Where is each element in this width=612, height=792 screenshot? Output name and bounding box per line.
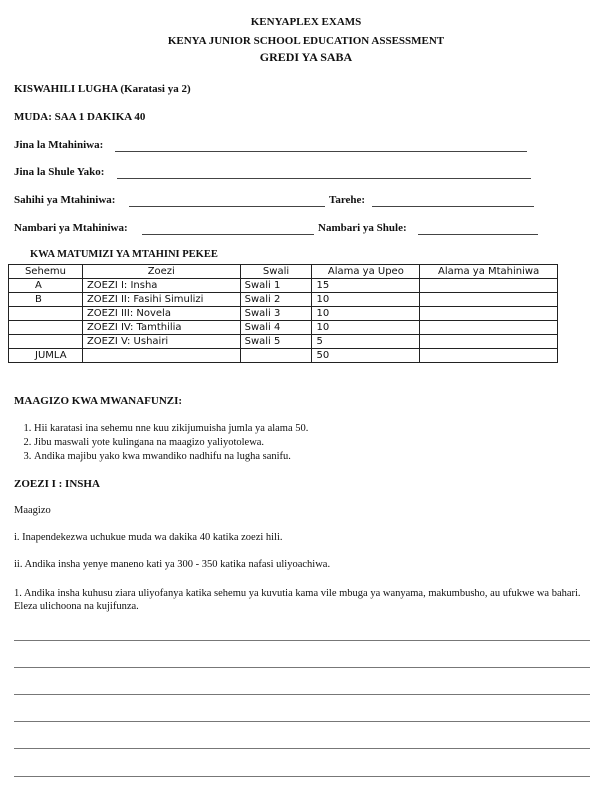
score-input-cell[interactable] bbox=[420, 307, 558, 321]
grade-title: GREDI YA SABA bbox=[259, 50, 353, 64]
section-heading: ZOEZI I : INSHA bbox=[14, 478, 100, 490]
examiner-table-caption: KWA MATUMIZI YA MTAHINI PEKEE bbox=[30, 249, 218, 260]
table-row bbox=[9, 321, 558, 335]
table-row bbox=[9, 307, 558, 321]
section-note-1: i. Inapendekezwa uchukue muda wa dakika 40 katika zoezi hili. bbox=[14, 532, 283, 543]
answer-line[interactable] bbox=[14, 667, 590, 668]
total-label-cell: JUMLA bbox=[9, 349, 83, 363]
exam-body-title: KENYAPLEX EXAMS bbox=[250, 16, 362, 28]
subject-title: KISWAHILI LUGHA (Karatasi ya 2) bbox=[14, 83, 191, 95]
candidate-number-label: Nambari ya Mtahiniwa: bbox=[14, 222, 128, 234]
table-cell: ZOEZI IV: Tamthilia bbox=[82, 321, 240, 335]
instructions-heading: MAAGIZO KWA MWANAFUNZI: bbox=[14, 395, 183, 407]
table-cell: Swali 2 bbox=[240, 293, 312, 307]
answer-line[interactable] bbox=[14, 694, 590, 695]
instruction-item: 1. Hii karatasi ina sehemu nne kuu zikijumuisha jumla ya alama 50. bbox=[34, 422, 594, 436]
total-max-cell: 50 bbox=[312, 349, 420, 363]
table-cell: 5 bbox=[312, 335, 420, 349]
table-cell bbox=[9, 321, 83, 335]
instruction-item: 3. Andika majibu yako kwa mwandiko nadhifu na lugha sanifu. bbox=[34, 450, 594, 464]
table-header-row bbox=[9, 265, 558, 279]
section-note-2: ii. Andika insha yenye maneno kati ya 300 - 350 katika nafasi uliyoachiwa. bbox=[14, 559, 331, 570]
table-cell: A bbox=[9, 279, 83, 293]
col-header-sehemu: Sehemu bbox=[9, 265, 83, 279]
table-cell: 10 bbox=[312, 307, 420, 321]
total-score-cell[interactable] bbox=[420, 349, 558, 363]
signature-field[interactable] bbox=[129, 206, 325, 207]
col-header-alama-mtahiniwa: Alama ya Mtahiniwa bbox=[420, 265, 558, 279]
candidate-name-field[interactable] bbox=[115, 151, 527, 152]
school-number-label: Nambari ya Shule: bbox=[318, 222, 407, 234]
table-cell bbox=[9, 335, 83, 349]
signature-label: Sahihi ya Mtahiniwa: bbox=[14, 194, 116, 206]
table-cell: ZOEZI V: Ushairi bbox=[82, 335, 240, 349]
answer-line[interactable] bbox=[14, 748, 590, 749]
answer-line[interactable] bbox=[14, 721, 590, 722]
col-header-alama-upeo: Alama ya Upeo bbox=[312, 265, 420, 279]
table-cell: B bbox=[9, 293, 83, 307]
table-cell: 15 bbox=[312, 279, 420, 293]
school-name-label: Jina la Shule Yako: bbox=[14, 166, 105, 178]
date-field[interactable] bbox=[372, 206, 534, 207]
school-name-field[interactable] bbox=[117, 178, 531, 179]
table-cell: ZOEZI II: Fasihi Simulizi bbox=[82, 293, 240, 307]
essay-question: 1. Andika insha kuhusu ziara uliyofanya katika sehemu ya kuvutia kama vile mbuga ya wanyama, makumbusho, au ufukwe wa bahari. Eleza ulichoona na kujifunza. bbox=[14, 588, 581, 612]
table-cell: Swali 4 bbox=[240, 321, 312, 335]
table-row bbox=[9, 279, 558, 293]
table-cell: Swali 5 bbox=[240, 335, 312, 349]
table-cell: ZOEZI I: Insha bbox=[82, 279, 240, 293]
table-cell bbox=[82, 349, 240, 363]
instructions-list bbox=[14, 422, 594, 464]
col-header-swali: Swali bbox=[240, 265, 312, 279]
score-input-cell[interactable] bbox=[420, 279, 558, 293]
candidate-name-label: Jina la Mtahiniwa: bbox=[14, 139, 104, 151]
table-row bbox=[9, 293, 558, 307]
table-cell bbox=[9, 307, 83, 321]
school-number-field[interactable] bbox=[418, 234, 538, 235]
table-cell: 10 bbox=[312, 293, 420, 307]
date-label: Tarehe: bbox=[329, 194, 366, 206]
instruction-item: 2. Jibu maswali yote kulingana na maagizo yaliyotolewa. bbox=[34, 436, 594, 450]
answer-line[interactable] bbox=[14, 640, 590, 641]
table-total-row bbox=[9, 349, 558, 363]
score-input-cell[interactable] bbox=[420, 321, 558, 335]
table-cell: Swali 3 bbox=[240, 307, 312, 321]
candidate-number-field[interactable] bbox=[142, 234, 314, 235]
section-subheading: Maagizo bbox=[14, 505, 51, 516]
table-cell: Swali 1 bbox=[240, 279, 312, 293]
assessment-title: KENYA JUNIOR SCHOOL EDUCATION ASSESSMENT bbox=[167, 35, 445, 47]
table-row bbox=[9, 335, 558, 349]
score-input-cell[interactable] bbox=[420, 293, 558, 307]
table-cell: ZOEZI III: Novela bbox=[82, 307, 240, 321]
col-header-zoezi: Zoezi bbox=[82, 265, 240, 279]
answer-line[interactable] bbox=[14, 776, 590, 777]
table-cell bbox=[240, 349, 312, 363]
duration-label: MUDA: SAA 1 DAKIKA 40 bbox=[14, 111, 146, 123]
score-input-cell[interactable] bbox=[420, 335, 558, 349]
table-cell: 10 bbox=[312, 321, 420, 335]
examiner-marks-table bbox=[8, 264, 558, 363]
